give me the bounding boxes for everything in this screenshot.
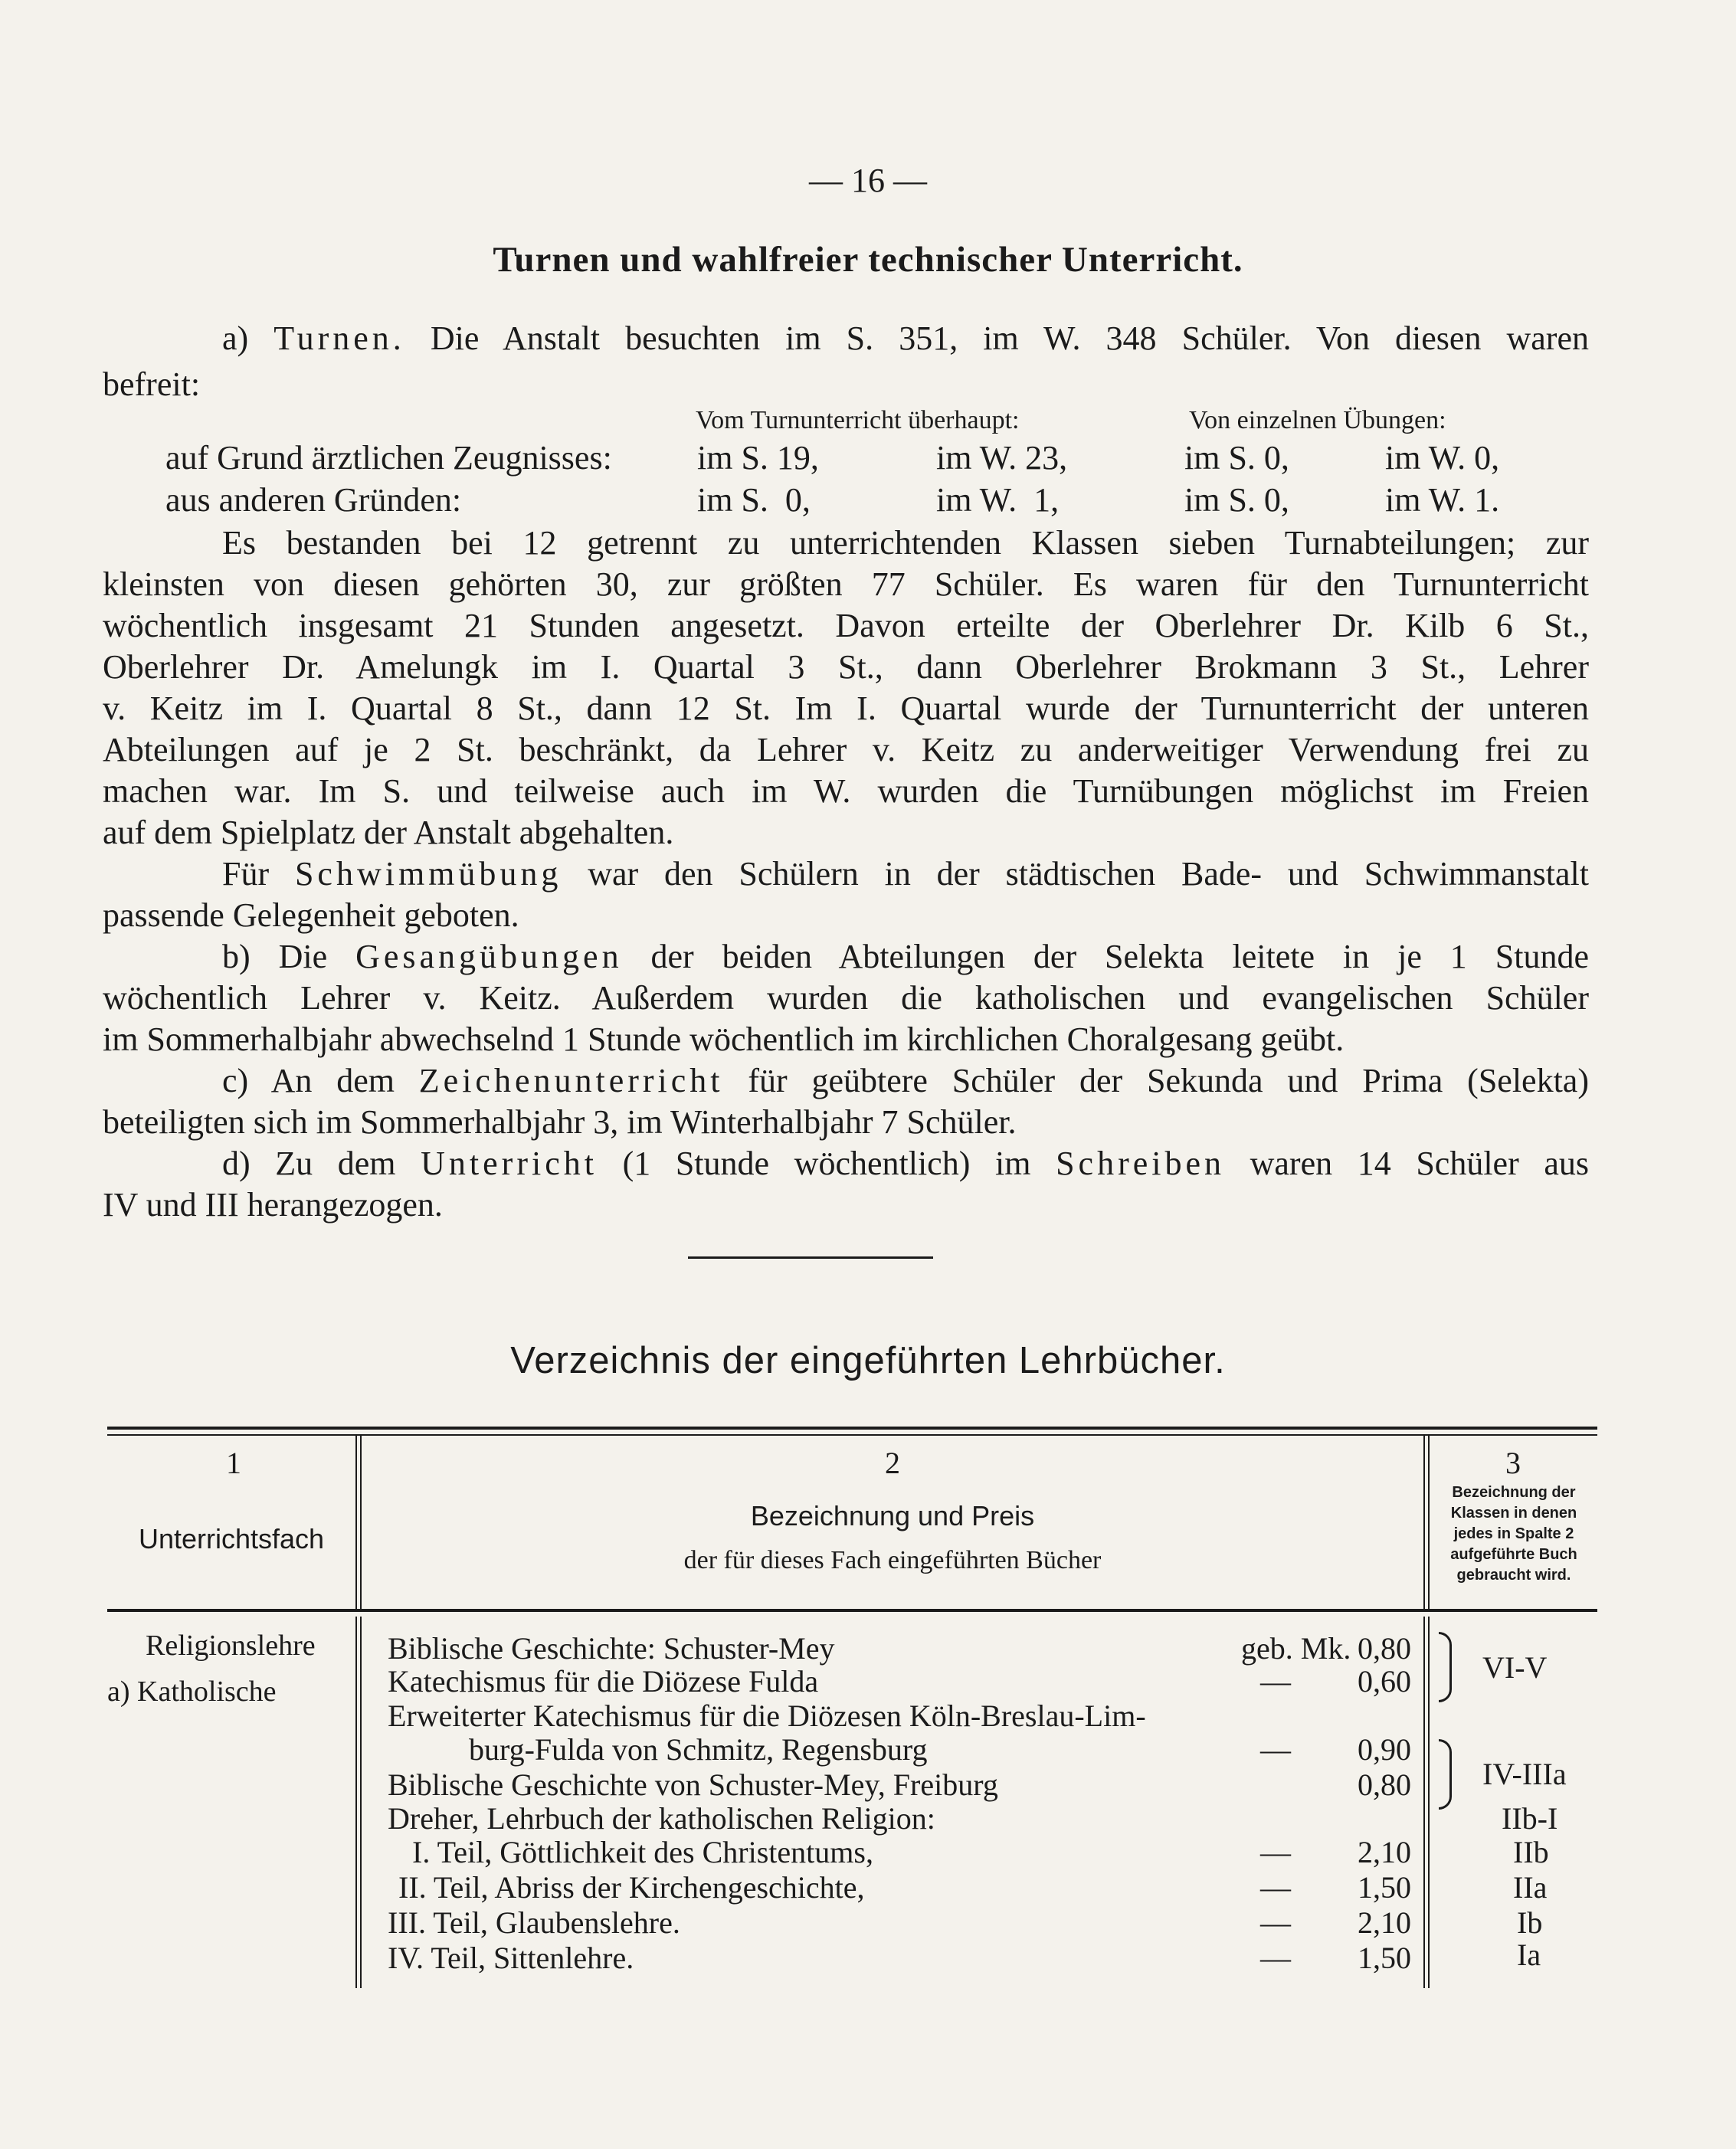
table-vrule bbox=[1423, 1617, 1425, 1988]
paragraph-line: Abteilungen auf je 2 St. beschränkt, da Lehrer v. Keitz zu anderweitiger Verwendung frei zu bbox=[103, 731, 1589, 768]
book-price-prefix: — bbox=[1260, 1664, 1291, 1699]
paragraph-line: b) Die Gesangübungen der beiden Abteilungen der Selekta leitete in je 1 Stunde bbox=[222, 938, 1589, 975]
book-price: 1,50 bbox=[1358, 1870, 1411, 1905]
col1-number: 1 bbox=[226, 1446, 241, 1480]
table-top-rule bbox=[107, 1427, 1597, 1430]
book-title: Biblische Geschichte von Schuster-Mey, Freiburg bbox=[388, 1767, 998, 1802]
book-price: 2,10 bbox=[1358, 1905, 1411, 1940]
paragraph-line: Oberlehrer Dr. Amelungk im I. Quartal 3 St., dann Oberlehrer Brokmann 3 St., Lehrer bbox=[103, 648, 1589, 686]
col-header-single: Von einzelnen Übungen: bbox=[1189, 406, 1446, 434]
col3-title-line: gebraucht wird. bbox=[1456, 1567, 1571, 1584]
book-title: I. Teil, Göttlichkeit des Christentums, bbox=[412, 1835, 873, 1869]
paragraph-line: beteiligten sich im Sommerhalbjahr 3, im Winterhalbjahr 7 Schüler. bbox=[103, 1103, 1017, 1141]
table-vrule bbox=[1428, 1617, 1430, 1988]
page-number: — 16 — bbox=[809, 162, 927, 199]
class-designation: IIa bbox=[1513, 1870, 1548, 1905]
subject-name: Religionslehre bbox=[146, 1630, 316, 1662]
book-price-prefix: — bbox=[1260, 1870, 1291, 1905]
paragraph-line: wöchentlich Lehrer v. Keitz. Außerdem wurden die katholischen und evangelischen Schüler bbox=[103, 979, 1589, 1017]
table-vrule bbox=[355, 1617, 357, 1988]
col3-title bbox=[1430, 1482, 1598, 1586]
paragraph-line: c) An dem Zeichenunterricht für geübtere Schüler der Sekunda und Prima (Selekta) bbox=[222, 1062, 1589, 1099]
row-s1: im S. 19, bbox=[697, 439, 819, 477]
book-title: Biblische Geschichte: Schuster-Mey bbox=[388, 1631, 835, 1666]
section-divider bbox=[688, 1256, 933, 1259]
book-price-prefix: — bbox=[1260, 1835, 1291, 1869]
class-designation: VI-V bbox=[1482, 1650, 1548, 1685]
paragraph-line: wöchentlich insgesamt 21 Stunden angesetzt. Davon erteilte der Oberlehrer Dr. Kilb 6 St., bbox=[103, 607, 1589, 644]
paragraph-line: passende Gelegenheit geboten. bbox=[103, 896, 519, 934]
book-title: II. Teil, Abriss der Kirchengeschichte, bbox=[398, 1870, 865, 1905]
books-heading: Verzeichnis der eingeführten Lehrbücher. bbox=[510, 1340, 1226, 1381]
row-w2: im W. 0, bbox=[1385, 439, 1500, 477]
subject-denomination: a) Katholische bbox=[107, 1676, 277, 1708]
row-s1: im S. 0, bbox=[697, 481, 811, 519]
book-price: 0,60 bbox=[1358, 1664, 1411, 1699]
paragraph-line: Es bestanden bei 12 getrennt zu unterrichtenden Klassen sieben Turnabteilungen; zur bbox=[222, 524, 1589, 562]
book-title: burg-Fulda von Schmitz, Regensburg bbox=[469, 1732, 928, 1767]
table-top-rule-thin bbox=[107, 1434, 1597, 1436]
col3-title-line: aufgeführte Buch bbox=[1450, 1546, 1577, 1563]
table-vrule bbox=[1423, 1434, 1425, 1610]
row-w1: im W. 1, bbox=[936, 481, 1060, 519]
book-title: Erweiterter Katechismus für die Diözesen Köln-Breslau-Lim- bbox=[388, 1699, 1146, 1733]
row-label: aus anderen Gründen: bbox=[165, 481, 462, 519]
paragraph-line: kleinsten von diesen gehörten 30, zur größten 77 Schüler. Es waren für den Turnunterricht bbox=[103, 565, 1589, 603]
book-price: 2,10 bbox=[1358, 1835, 1411, 1869]
paragraph-line: auf dem Spielplatz der Anstalt abgehalten. bbox=[103, 814, 674, 851]
brace-icon bbox=[1439, 1632, 1452, 1702]
brace-icon bbox=[1439, 1739, 1452, 1810]
col3-number: 3 bbox=[1505, 1446, 1521, 1480]
paragraph-line: Für Schwimmübung war den Schülern in der städtischen Bade- und Schwimmanstalt bbox=[222, 855, 1590, 893]
paragraph-line: d) Zu dem Unterricht (1 Stunde wöchentlich) im Schreiben waren 14 Schüler aus bbox=[222, 1145, 1590, 1182]
class-designation: Ib bbox=[1517, 1905, 1543, 1940]
table-header-rule bbox=[107, 1609, 1597, 1612]
class-designation: IIb bbox=[1513, 1835, 1549, 1869]
table-vrule bbox=[360, 1617, 362, 1988]
paragraph-line: machen war. Im S. und teilweise auch im W. wurden die Turnübungen möglichst im Freien bbox=[103, 772, 1589, 810]
turnen-line-1: a) Turnen. Die Anstalt besuchten im S. 351, im W. 348 Schüler. Von diesen waren bbox=[222, 319, 1589, 357]
row-label: auf Grund ärztlichen Zeugnisses: bbox=[165, 439, 612, 477]
book-price-prefix: geb. Mk. bbox=[1241, 1631, 1351, 1666]
book-price-prefix: — bbox=[1260, 1732, 1291, 1767]
col3-title-line: jedes in Spalte 2 bbox=[1453, 1525, 1574, 1542]
book-price: 0,80 bbox=[1358, 1631, 1411, 1666]
turnen-line-2: befreit: bbox=[103, 365, 201, 403]
paragraph-line: IV und III herangezogen. bbox=[103, 1186, 443, 1224]
section-heading: Turnen und wahlfreier technischer Unterricht. bbox=[493, 240, 1243, 280]
book-price-prefix: — bbox=[1260, 1905, 1291, 1940]
col-header-overall: Vom Turnunterricht überhaupt: bbox=[696, 406, 1020, 434]
row-s2: im S. 0, bbox=[1184, 439, 1289, 477]
col3-title-line: Bezeichnung der bbox=[1452, 1484, 1576, 1501]
paragraph-line: v. Keitz im I. Quartal 8 St., dann 12 St. Im I. Quartal wurde der Turnunterricht der unteren bbox=[103, 690, 1589, 727]
book-price: 0,90 bbox=[1358, 1732, 1411, 1767]
book-title: III. Teil, Glaubenslehre. bbox=[388, 1905, 680, 1940]
col2-subtitle: der für dieses Fach eingeführten Bücher bbox=[683, 1546, 1102, 1574]
book-title: IV. Teil, Sittenlehre. bbox=[388, 1941, 634, 1975]
class-designation: IIb-I bbox=[1502, 1801, 1558, 1836]
book-title: Katechismus für die Diözese Fulda bbox=[388, 1664, 819, 1699]
table-vrule bbox=[355, 1434, 357, 1610]
col2-number: 2 bbox=[885, 1446, 900, 1480]
row-w1: im W. 23, bbox=[936, 439, 1068, 477]
row-s2: im S. 0, bbox=[1184, 481, 1289, 519]
col3-title-line: Klassen in denen bbox=[1450, 1505, 1577, 1522]
col1-title: Unterrichtsfach bbox=[138, 1523, 325, 1554]
book-price-prefix: — bbox=[1260, 1941, 1291, 1975]
col2-title: Bezeichnung und Preis bbox=[750, 1500, 1035, 1531]
class-designation: Ia bbox=[1517, 1938, 1541, 1972]
book-price: 1,50 bbox=[1358, 1941, 1411, 1975]
book-title: Dreher, Lehrbuch der katholischen Religion: bbox=[388, 1801, 935, 1836]
class-designation: IV-IIIa bbox=[1482, 1757, 1567, 1791]
paragraph-line: im Sommerhalbjahr abwechselnd 1 Stunde wöchentlich im kirchlichen Choralgesang geübt. bbox=[103, 1020, 1345, 1058]
book-price: 0,80 bbox=[1358, 1767, 1411, 1802]
row-w2: im W. 1. bbox=[1385, 481, 1500, 519]
